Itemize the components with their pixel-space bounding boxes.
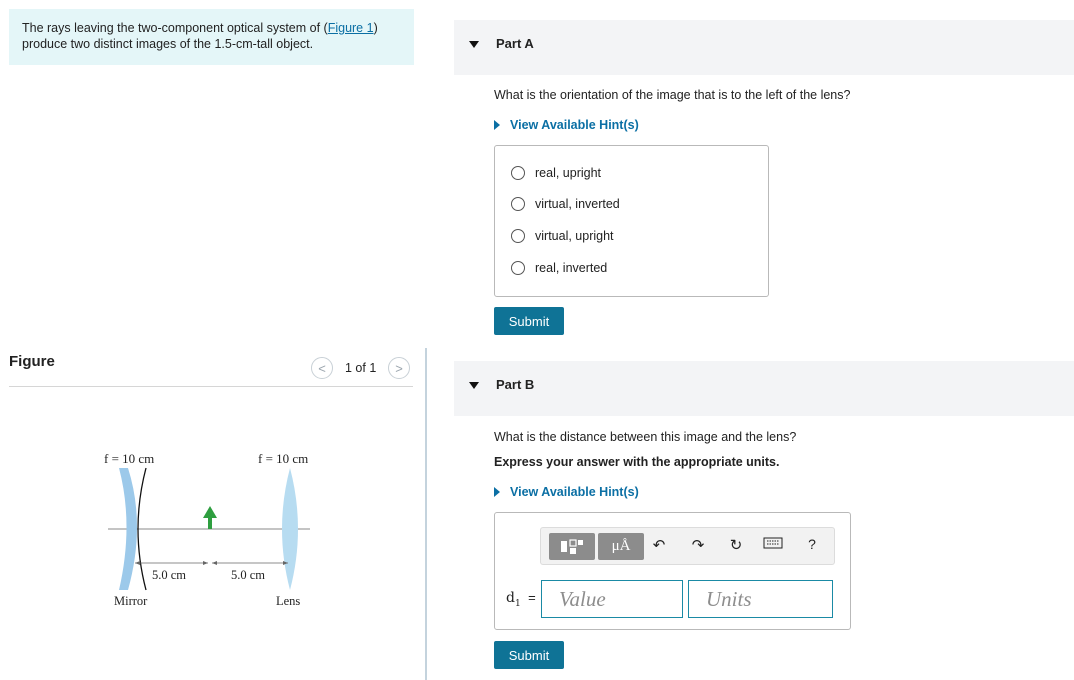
intro-text-1: The rays leaving the two-component optical system of ( [22, 21, 328, 35]
part-b-question: What is the distance between this image and the lens? [494, 430, 797, 444]
redo-icon[interactable]: ↷ [691, 537, 705, 554]
math-toolbar [540, 527, 835, 565]
collapse-triangle-icon [469, 41, 479, 48]
choice-label: real, upright [535, 166, 602, 180]
collapse-triangle-icon [469, 382, 479, 389]
problem-statement [9, 9, 414, 65]
units-input[interactable]: Units [688, 580, 833, 618]
part-a-hint-link[interactable] [494, 118, 639, 132]
chevron-right-icon: > [395, 360, 403, 376]
part-a-title: Part A [496, 36, 534, 51]
panel-divider [425, 348, 427, 680]
choice-label: real, inverted [535, 261, 608, 275]
radio-button[interactable] [511, 261, 525, 275]
choice-real-inverted[interactable] [511, 261, 607, 275]
variable-subscript: 1 [514, 598, 521, 609]
help-icon[interactable]: ? [808, 536, 816, 552]
variable-label [506, 590, 536, 609]
keyboard-shape [763, 536, 783, 550]
lens-focal-label: f = 10 cm [258, 451, 309, 466]
dimension-arrowhead [135, 561, 140, 565]
lens-label: Lens [276, 594, 301, 608]
choice-real-upright[interactable] [511, 166, 601, 180]
part-a-choices [494, 145, 769, 297]
choice-virtual-upright[interactable] [511, 229, 614, 243]
distance-right-label: 5.0 cm [231, 568, 266, 582]
caret-right-icon [494, 487, 500, 497]
reset-icon[interactable]: ↻ [729, 537, 743, 554]
converging-lens [282, 468, 298, 590]
fraction-template-icon [559, 538, 585, 556]
part-b-title: Part B [496, 377, 535, 392]
dimension-arrowhead [203, 561, 208, 565]
part-b-header[interactable] [454, 361, 1074, 416]
mirror-label: Mirror [114, 594, 148, 608]
variable-symbol: d [506, 590, 515, 606]
figure-next-button[interactable] [388, 357, 410, 379]
figure-prev-button[interactable] [311, 357, 333, 379]
templates-button[interactable] [549, 533, 595, 560]
optics-diagram [0, 440, 420, 620]
value-input[interactable]: Value [541, 580, 683, 618]
object-arrow-head [203, 506, 217, 518]
figure-divider [9, 386, 413, 387]
part-a-submit-button[interactable]: Submit [494, 307, 564, 335]
undo-icon[interactable]: ↶ [652, 537, 666, 554]
hint-label: View Available Hint(s) [510, 118, 639, 132]
units-button[interactable]: μÅ [598, 533, 644, 560]
chevron-left-icon: < [318, 360, 326, 376]
part-b-hint-link[interactable] [494, 485, 639, 499]
mirror-focal-label: f = 10 cm [104, 451, 155, 466]
radio-button[interactable] [511, 197, 525, 211]
radio-button[interactable] [511, 166, 525, 180]
distance-left-label: 5.0 cm [152, 568, 187, 582]
choice-virtual-inverted[interactable] [511, 197, 620, 211]
dimension-arrowhead [212, 561, 217, 565]
figure-title: Figure [9, 353, 55, 370]
part-a-header[interactable] [454, 20, 1074, 75]
part-b-submit-button[interactable]: Submit [494, 641, 564, 669]
hint-label: View Available Hint(s) [510, 485, 639, 499]
part-a-question: What is the orientation of the image that is to the left of the lens? [494, 88, 851, 102]
keyboard-icon[interactable] [763, 536, 783, 554]
caret-right-icon [494, 120, 500, 130]
equals-sign: = [528, 590, 536, 605]
intro-text-2: ) produce two distinct images of the 1.5-cm-tall object. [22, 21, 378, 51]
radio-button[interactable] [511, 229, 525, 243]
figure-link[interactable]: Figure 1 [327, 21, 374, 35]
part-b-instruction: Express your answer with the appropriate units. [494, 455, 780, 469]
choice-label: virtual, inverted [535, 197, 620, 211]
choice-label: virtual, upright [535, 229, 614, 243]
figure-counter: 1 of 1 [345, 361, 377, 375]
